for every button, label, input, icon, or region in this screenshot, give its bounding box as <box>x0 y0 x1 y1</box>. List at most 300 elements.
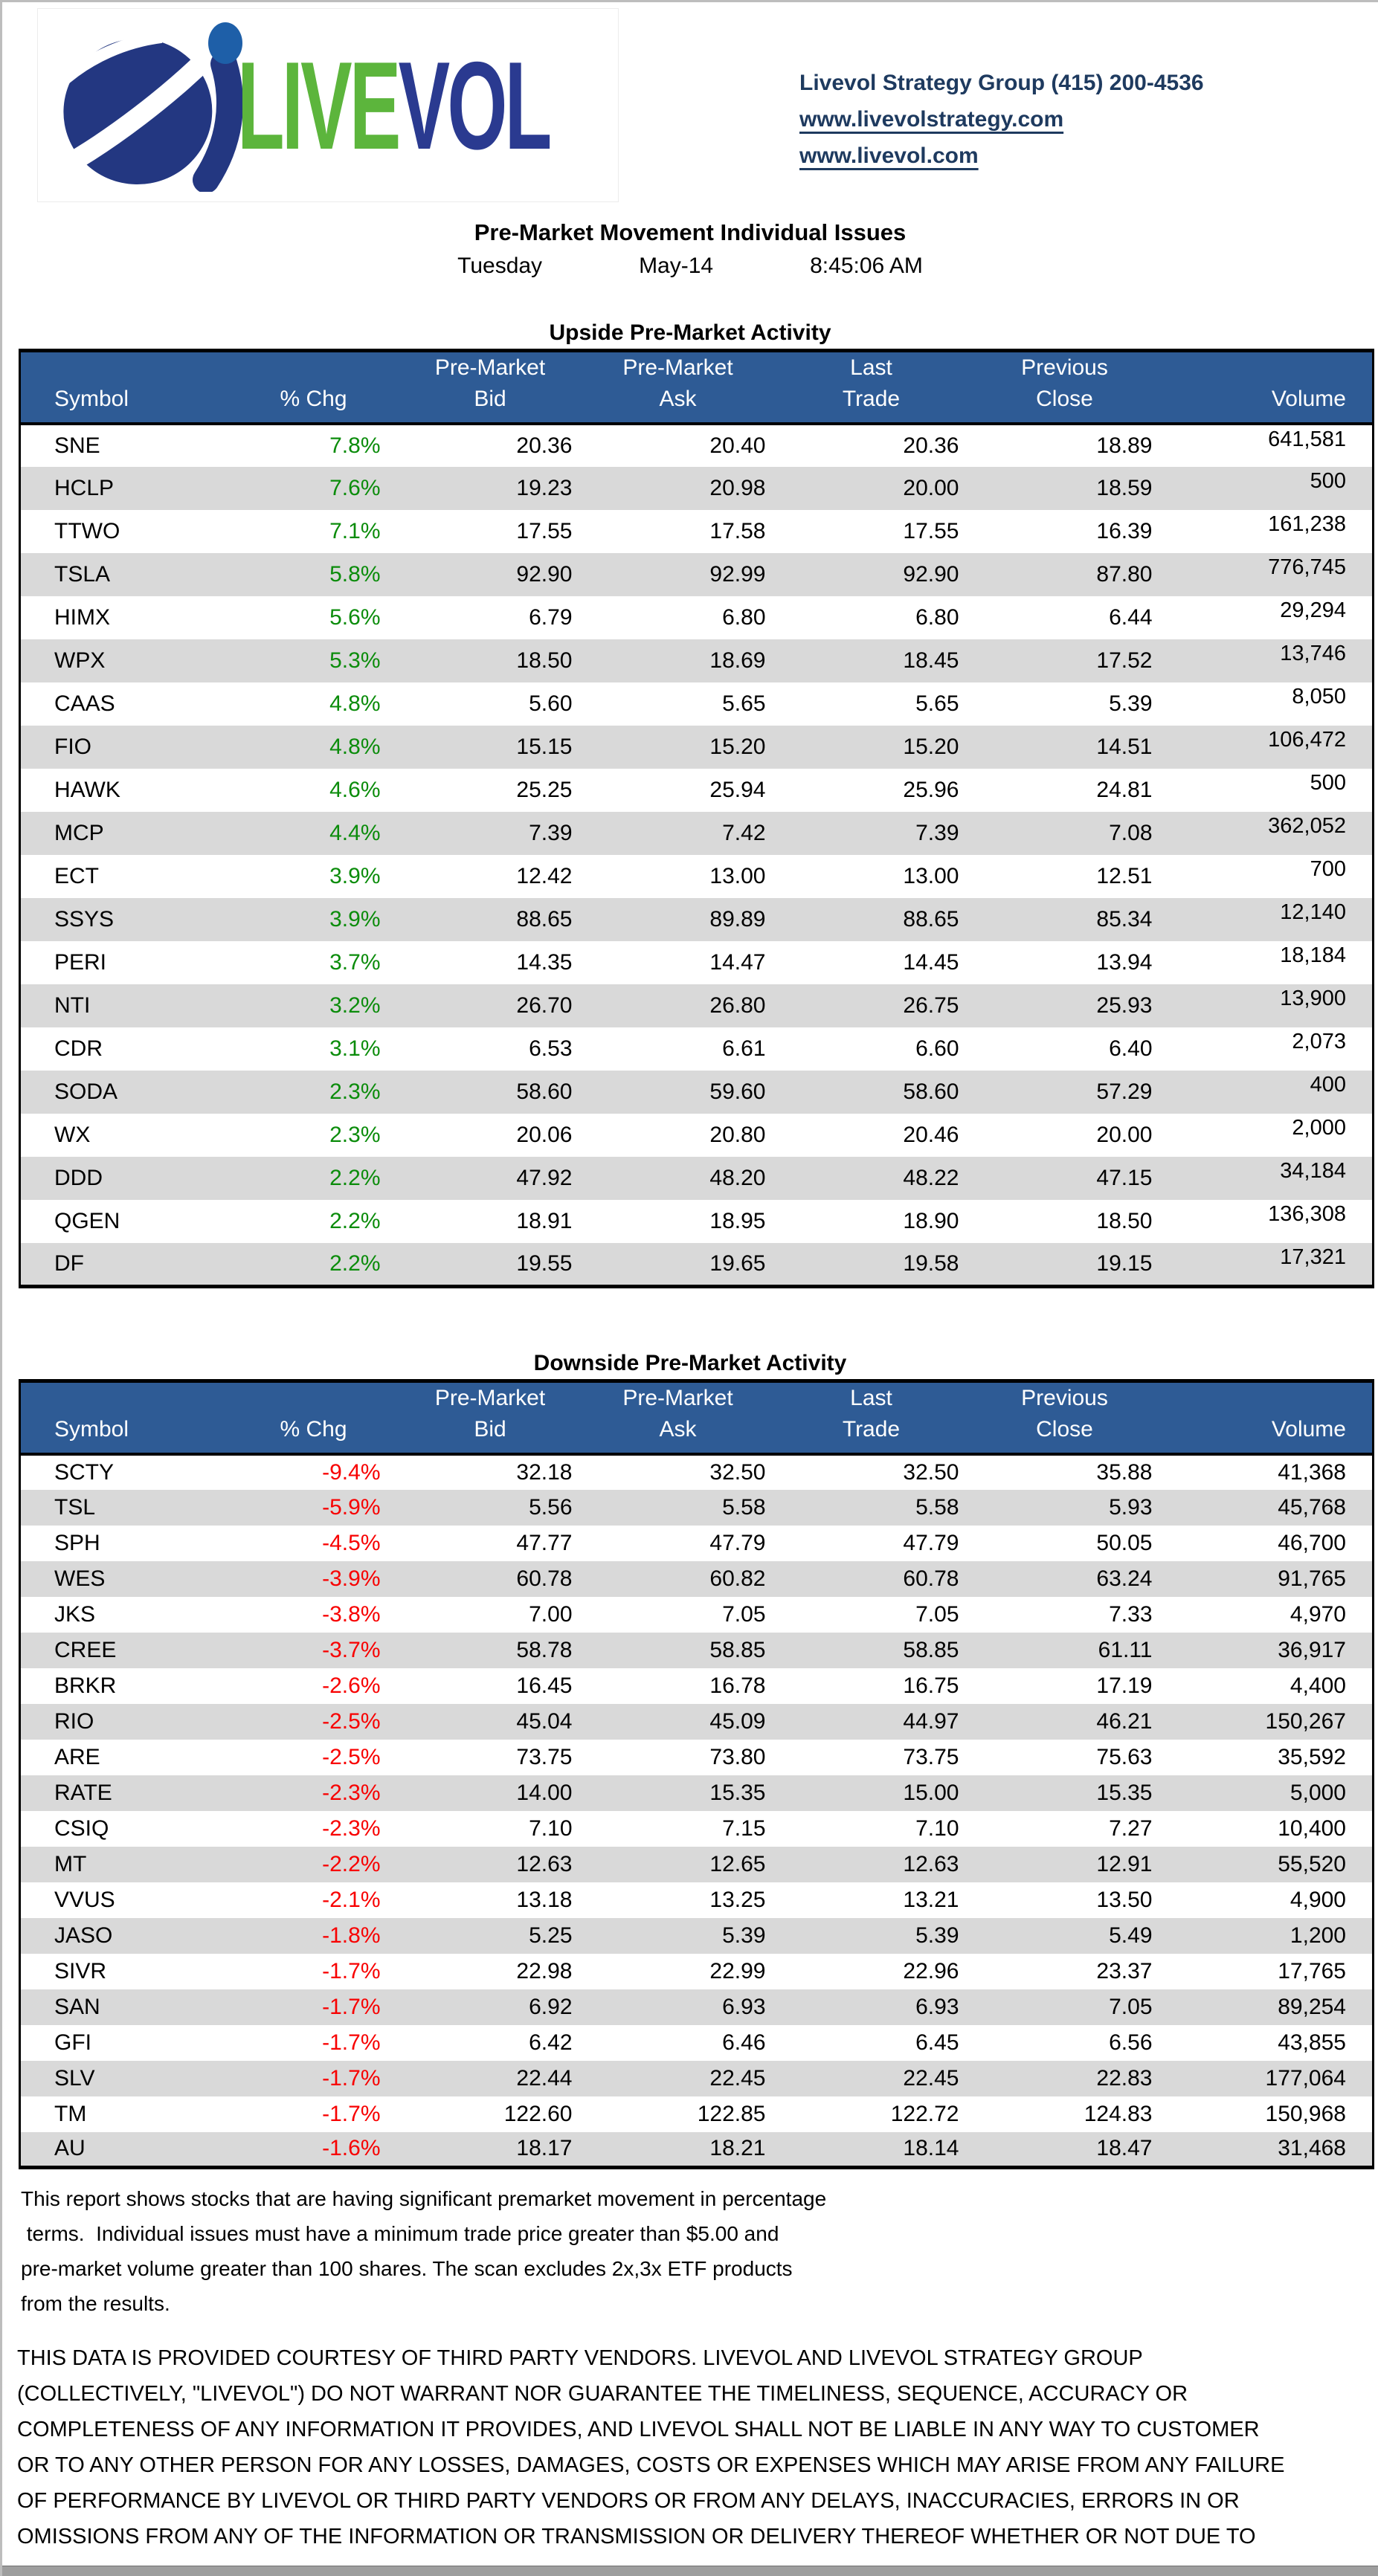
downside-table-title: Downside Pre-Market Activity <box>533 1350 847 1375</box>
bid-cell: 60.78 <box>516 1566 573 1591</box>
ask-cell: 18.95 <box>709 1209 766 1233</box>
ask-cell: 7.42 <box>722 821 766 845</box>
ask-cell: 6.61 <box>722 1036 766 1061</box>
column-header-ask: Pre-Market Ask <box>622 1385 733 1442</box>
ask-cell: 122.85 <box>697 2101 766 2126</box>
symbol-cell: QGEN <box>54 1209 120 1233</box>
chg-cell: 3.2% <box>329 993 381 1018</box>
table-row <box>20 596 1374 639</box>
ask-cell: 59.60 <box>709 1079 766 1104</box>
column-header-chg: % Chg <box>280 387 347 411</box>
report-header <box>2 2 1378 203</box>
ask-cell: 16.78 <box>709 1673 766 1698</box>
symbol-cell: HIMX <box>54 605 110 630</box>
last-cell: 6.80 <box>915 605 959 630</box>
column-header-symbol: Symbol <box>54 1416 129 1442</box>
chg-cell: -3.7% <box>322 1637 381 1662</box>
volume-cell: 500 <box>1310 469 1346 493</box>
ask-cell: 58.85 <box>709 1637 766 1662</box>
table-row <box>20 984 1374 1027</box>
column-header-bid: Pre-Market Bid <box>434 355 546 411</box>
symbol-cell: SNE <box>54 433 100 458</box>
volume-cell: 500 <box>1310 771 1346 795</box>
bid-cell: 18.50 <box>516 648 573 673</box>
table-row <box>20 1954 1374 1989</box>
symbol-cell: VVUS <box>54 1887 115 1912</box>
table-row <box>20 1668 1374 1704</box>
volume-cell: 2,000 <box>1292 1116 1346 1140</box>
volume-cell: 150,267 <box>1265 1708 1346 1734</box>
ask-cell: 7.15 <box>722 1815 766 1841</box>
table-row <box>20 726 1374 769</box>
ask-cell: 26.80 <box>709 993 766 1018</box>
ask-cell: 19.65 <box>709 1250 766 1276</box>
report-description <box>21 2181 1378 2321</box>
last-cell: 15.00 <box>903 1780 959 1805</box>
close-cell: 24.81 <box>1096 778 1153 802</box>
table-row <box>20 2061 1374 2096</box>
volume-cell: 17,321 <box>1280 1245 1346 1269</box>
volume-cell: 89,254 <box>1278 1994 1346 2019</box>
symbol-cell: ARE <box>54 1744 100 1769</box>
close-cell: 7.05 <box>1109 1994 1153 2019</box>
close-cell: 57.29 <box>1096 1079 1153 1104</box>
volume-cell: 700 <box>1310 857 1346 881</box>
last-cell: 60.78 <box>903 1566 959 1591</box>
volume-cell: 45,768 <box>1278 1494 1346 1520</box>
close-cell: 7.27 <box>1109 1815 1153 1841</box>
text-line: THIS DATA IS PROVIDED COURTESY OF THIRD PARTY VENDORS. LIVEVOL AND LIVEVOL STRATEGY GROUP <box>17 2346 1143 2370</box>
ask-cell: 18.21 <box>709 2136 766 2161</box>
bid-cell: 15.15 <box>516 735 573 759</box>
chg-cell: 2.3% <box>329 1079 381 1104</box>
bid-cell: 5.60 <box>529 691 573 716</box>
last-cell: 19.58 <box>903 1250 959 1276</box>
bid-cell: 92.90 <box>516 562 573 587</box>
bid-cell: 14.35 <box>516 950 573 975</box>
symbol-cell: SIVR <box>54 1958 107 1983</box>
volume-cell: 2,073 <box>1292 1030 1346 1053</box>
bid-cell: 7.39 <box>529 821 573 845</box>
column-header-close: Previous Close <box>1021 355 1108 411</box>
bid-cell: 19.55 <box>516 1250 573 1276</box>
chg-cell: -4.5% <box>322 1530 381 1555</box>
symbol-cell: JASO <box>54 1923 113 1948</box>
legal-disclaimer <box>17 2340 1378 2554</box>
bid-cell: 5.56 <box>529 1494 573 1520</box>
volume-cell: 13,900 <box>1280 987 1346 1010</box>
chg-cell: 4.8% <box>329 691 381 716</box>
close-cell: 63.24 <box>1096 1566 1153 1591</box>
chg-cell: -1.7% <box>322 2101 381 2126</box>
upside-section <box>2 320 1378 1288</box>
symbol-cell: GFI <box>54 2030 91 2055</box>
last-cell: 92.90 <box>903 562 959 587</box>
date-time: 8:45:06 AM <box>810 254 923 278</box>
header-row <box>20 351 1374 425</box>
last-cell: 17.55 <box>903 519 959 543</box>
volume-cell: 161,238 <box>1268 512 1346 536</box>
chg-cell: 2.2% <box>329 1166 381 1190</box>
volume-cell: 136,308 <box>1268 1202 1346 1226</box>
bid-cell: 18.91 <box>516 1209 573 1233</box>
volume-cell: 35,592 <box>1278 1744 1346 1769</box>
symbol-cell: DF <box>54 1250 84 1276</box>
volume-cell: 43,855 <box>1278 2030 1346 2055</box>
table-row <box>20 1071 1374 1114</box>
chg-cell: 2.2% <box>329 1209 381 1233</box>
bid-cell: 13.18 <box>516 1887 573 1912</box>
text-line: COMPLETENESS OF ANY INFORMATION IT PROVIDES, AND LIVEVOL SHALL NOT BE LIABLE IN ANY WAY TO CUSTOMER <box>17 2418 1260 2441</box>
table-row <box>20 424 1374 467</box>
ask-cell: 5.58 <box>722 1494 766 1520</box>
table-row <box>20 1775 1374 1811</box>
table-row <box>20 1882 1374 1918</box>
close-cell: 18.59 <box>1096 476 1153 500</box>
bid-cell: 47.92 <box>516 1166 573 1190</box>
chg-cell: 7.1% <box>329 519 381 543</box>
last-cell: 22.96 <box>903 1958 959 1983</box>
bid-cell: 18.17 <box>516 2136 573 2161</box>
downside-table <box>19 1379 1374 2170</box>
table-row <box>20 1027 1374 1071</box>
symbol-cell: SLV <box>54 2065 95 2091</box>
last-cell: 58.60 <box>903 1079 959 1104</box>
bid-cell: 25.25 <box>516 778 573 802</box>
volume-cell: 17,765 <box>1278 1958 1346 1983</box>
symbol-cell: SODA <box>54 1079 118 1104</box>
ask-cell: 20.40 <box>709 433 766 458</box>
last-cell: 32.50 <box>903 1459 959 1485</box>
ask-cell: 13.25 <box>709 1887 766 1912</box>
text-line: OF PERFORMANCE BY LIVEVOL OR THIRD PARTY VENDORS OR FROM ANY DELAYS, INACCURACIES, ERRORS IN OR <box>17 2489 1240 2513</box>
chg-cell: -2.2% <box>322 1851 381 1876</box>
close-cell: 14.51 <box>1096 735 1153 759</box>
close-cell: 5.49 <box>1109 1923 1153 1948</box>
column-header-symbol: Symbol <box>54 387 129 411</box>
symbol-cell: CDR <box>54 1036 103 1061</box>
ask-cell: 17.58 <box>709 519 766 543</box>
column-header-ask: Pre-Market Ask <box>622 355 733 411</box>
chg-cell: -2.1% <box>322 1887 381 1912</box>
close-cell: 75.63 <box>1096 1744 1153 1769</box>
symbol-cell: HAWK <box>54 778 120 802</box>
bid-cell: 88.65 <box>516 907 573 932</box>
ask-cell: 47.79 <box>709 1530 766 1555</box>
close-cell: 6.44 <box>1109 605 1153 630</box>
livevol-globe-icon <box>56 21 245 196</box>
chg-cell: 4.8% <box>329 735 381 759</box>
table-row <box>20 1597 1374 1633</box>
symbol-cell: HCLP <box>54 476 115 500</box>
livevol-wordmark <box>237 9 550 201</box>
bid-cell: 6.92 <box>529 1994 573 2019</box>
volume-cell: 8,050 <box>1292 685 1346 708</box>
chg-cell: 7.6% <box>329 476 381 500</box>
header-row <box>20 1381 1374 1454</box>
bid-cell: 58.78 <box>516 1637 573 1662</box>
bid-cell: 22.44 <box>516 2065 573 2091</box>
last-cell: 7.39 <box>915 821 959 845</box>
symbol-cell: WES <box>54 1566 106 1591</box>
column-header-volume: Volume <box>1271 1416 1346 1442</box>
close-cell: 87.80 <box>1096 562 1153 587</box>
chg-cell: 3.9% <box>329 864 381 888</box>
close-cell: 124.83 <box>1084 2101 1153 2126</box>
close-cell: 18.47 <box>1096 2136 1153 2161</box>
ask-cell: 5.39 <box>722 1923 766 1948</box>
symbol-cell: RATE <box>54 1780 112 1805</box>
symbol-cell: CSIQ <box>54 1815 109 1841</box>
text-line: This report shows stocks that are having significant premarket movement in percentage <box>21 2187 827 2210</box>
bid-cell: 20.06 <box>516 1123 573 1147</box>
text-line: pre-market volume greater than 100 shares. The scan excludes 2x,3x ETF products <box>21 2257 793 2280</box>
symbol-cell: DDD <box>54 1166 103 1190</box>
symbol-cell: SCTY <box>54 1459 115 1485</box>
close-cell: 13.50 <box>1096 1887 1153 1912</box>
ask-cell: 6.46 <box>722 2030 766 2055</box>
symbol-cell: SSYS <box>54 907 115 932</box>
bid-cell: 5.25 <box>529 1923 573 1948</box>
table-row <box>20 682 1374 726</box>
close-cell: 17.19 <box>1096 1673 1153 1698</box>
column-header-chg: % Chg <box>280 1416 347 1442</box>
ask-cell: 7.05 <box>722 1601 766 1627</box>
bid-cell: 6.42 <box>529 2030 573 2055</box>
last-cell: 88.65 <box>903 907 959 932</box>
volume-cell: 4,900 <box>1290 1887 1346 1912</box>
last-cell: 6.45 <box>915 2030 959 2055</box>
volume-cell: 46,700 <box>1278 1530 1346 1555</box>
table-row <box>20 1243 1374 1286</box>
logo-live-text: LIVE <box>237 35 399 175</box>
close-cell: 61.11 <box>1098 1637 1153 1662</box>
volume-cell: 177,064 <box>1265 2065 1346 2091</box>
ask-cell: 20.98 <box>709 476 766 500</box>
chg-cell: -5.9% <box>322 1494 381 1520</box>
contact-phone: Livevol Strategy Group (415) 200-4536 <box>799 71 1204 95</box>
ask-cell: 18.69 <box>709 648 766 673</box>
upside-table <box>19 349 1374 1288</box>
close-cell: 19.15 <box>1096 1250 1153 1276</box>
table-row <box>20 553 1374 596</box>
volume-cell: 91,765 <box>1278 1566 1346 1591</box>
last-cell: 73.75 <box>903 1744 959 1769</box>
close-cell: 15.35 <box>1096 1780 1153 1805</box>
volume-cell: 12,140 <box>1280 900 1346 924</box>
symbol-cell: RIO <box>54 1708 94 1734</box>
chg-cell: 5.6% <box>329 605 381 630</box>
table-row <box>20 1740 1374 1775</box>
close-cell: 17.52 <box>1096 648 1153 673</box>
window-bottom-edge <box>2 2566 1378 2576</box>
table-row <box>20 1157 1374 1200</box>
last-cell: 122.72 <box>890 2101 959 2126</box>
close-cell: 7.33 <box>1109 1601 1153 1627</box>
symbol-cell: CAAS <box>54 691 115 716</box>
last-cell: 5.39 <box>915 1923 959 1948</box>
table-row <box>20 1704 1374 1740</box>
last-cell: 5.65 <box>915 691 959 716</box>
column-header-last: Last Trade <box>842 355 901 411</box>
volume-cell: 4,400 <box>1290 1673 1346 1698</box>
last-cell: 13.00 <box>903 864 959 888</box>
bid-cell: 7.10 <box>529 1815 573 1841</box>
ask-cell: 20.80 <box>709 1123 766 1147</box>
ask-cell: 13.00 <box>709 864 766 888</box>
page-title: Pre-Market Movement Individual Issues <box>474 219 907 245</box>
table-row <box>20 1633 1374 1668</box>
table-row <box>20 812 1374 855</box>
table-row <box>20 2096 1374 2132</box>
table-row <box>20 1989 1374 2025</box>
last-cell: 16.75 <box>903 1673 959 1698</box>
chg-cell: 2.3% <box>329 1123 381 1147</box>
table-row <box>20 1454 1374 1490</box>
ask-cell: 22.99 <box>709 1958 766 1983</box>
volume-cell: 1,200 <box>1290 1923 1346 1948</box>
ask-cell: 45.09 <box>709 1708 766 1734</box>
last-cell: 18.45 <box>903 648 959 673</box>
chg-cell: -1.6% <box>322 2136 381 2161</box>
contact-block <box>799 65 1204 174</box>
livevol-site-link[interactable]: www.livevol.com <box>799 143 979 168</box>
symbol-cell: TSLA <box>54 562 111 587</box>
table-row <box>20 1200 1374 1243</box>
chg-cell: 2.2% <box>329 1250 381 1276</box>
bid-cell: 6.53 <box>529 1036 573 1061</box>
last-cell: 18.90 <box>903 1209 959 1233</box>
close-cell: 23.37 <box>1096 1958 1153 1983</box>
close-cell: 13.94 <box>1096 950 1153 975</box>
close-cell: 85.34 <box>1096 907 1153 932</box>
table-row <box>20 1847 1374 1882</box>
symbol-cell: JKS <box>54 1601 96 1627</box>
last-cell: 15.20 <box>903 735 959 759</box>
last-cell: 26.75 <box>903 993 959 1018</box>
table-row <box>20 2132 1374 2168</box>
volume-cell: 400 <box>1310 1073 1346 1097</box>
close-cell: 5.39 <box>1109 691 1153 716</box>
chg-cell: 3.7% <box>329 950 381 975</box>
last-cell: 20.46 <box>903 1123 959 1147</box>
ask-cell: 89.89 <box>709 907 766 932</box>
symbol-cell: WX <box>54 1123 91 1147</box>
date-value: May-14 <box>639 254 714 278</box>
bid-cell: 14.00 <box>516 1780 573 1805</box>
volume-cell: 34,184 <box>1280 1159 1346 1183</box>
chg-cell: -3.8% <box>322 1601 381 1627</box>
table-row <box>20 898 1374 941</box>
last-cell: 44.97 <box>903 1708 959 1734</box>
chg-cell: 7.8% <box>329 433 381 458</box>
table-row <box>20 1526 1374 1561</box>
livevol-logo <box>37 8 619 202</box>
ask-cell: 73.80 <box>709 1744 766 1769</box>
volume-cell: 641,581 <box>1268 427 1346 451</box>
close-cell: 18.89 <box>1096 433 1153 458</box>
last-cell: 47.79 <box>903 1530 959 1555</box>
close-cell: 7.08 <box>1109 821 1153 845</box>
last-cell: 48.22 <box>903 1166 959 1190</box>
bid-cell: 32.18 <box>516 1459 573 1485</box>
symbol-cell: FIO <box>54 735 91 759</box>
last-cell: 58.85 <box>903 1637 959 1662</box>
chg-cell: -1.7% <box>322 2030 381 2055</box>
volume-cell: 41,368 <box>1278 1459 1346 1485</box>
volume-cell: 29,294 <box>1280 598 1346 622</box>
chg-cell: 4.6% <box>329 778 381 802</box>
close-cell: 12.51 <box>1096 864 1153 888</box>
bid-cell: 58.60 <box>516 1079 573 1104</box>
chg-cell: -3.9% <box>322 1566 381 1591</box>
chg-cell: -2.6% <box>322 1673 381 1698</box>
column-header-volume: Volume <box>1271 387 1346 411</box>
strategy-site-link[interactable]: www.livevolstrategy.com <box>799 107 1064 132</box>
table-row <box>20 1918 1374 1954</box>
bid-cell: 26.70 <box>516 993 573 1018</box>
close-cell: 6.56 <box>1109 2030 1153 2055</box>
ask-cell: 15.20 <box>709 735 766 759</box>
bid-cell: 22.98 <box>516 1958 573 1983</box>
column-header-close: Previous Close <box>1021 1385 1108 1442</box>
chg-cell: -2.3% <box>322 1780 381 1805</box>
chg-cell: 5.3% <box>329 648 381 673</box>
last-cell: 5.58 <box>915 1494 959 1520</box>
text-line: OR TO ANY OTHER PERSON FOR ANY LOSSES, DAMAGES, COSTS OR EXPENSES WHICH MAY ARISE FROM ANY FAILURE <box>17 2453 1285 2477</box>
chg-cell: -2.3% <box>322 1815 381 1841</box>
text-line: from the results. <box>21 2292 170 2315</box>
chg-cell: -1.8% <box>322 1923 381 1948</box>
volume-cell: 18,184 <box>1280 943 1346 967</box>
bid-cell: 12.63 <box>516 1851 573 1876</box>
last-cell: 14.45 <box>903 950 959 975</box>
chg-cell: -2.5% <box>322 1708 381 1734</box>
ask-cell: 14.47 <box>709 950 766 975</box>
close-cell: 5.93 <box>1109 1494 1153 1520</box>
table-row <box>20 1561 1374 1597</box>
chg-cell: 3.1% <box>329 1036 381 1061</box>
table-row <box>20 467 1374 510</box>
symbol-cell: TTWO <box>54 519 120 543</box>
symbol-cell: TM <box>54 2101 87 2126</box>
chg-cell: -9.4% <box>322 1459 381 1485</box>
symbol-cell: PERI <box>54 950 107 975</box>
volume-cell: 362,052 <box>1268 814 1346 838</box>
symbol-cell: TSL <box>54 1494 96 1520</box>
last-cell: 7.05 <box>915 1601 959 1627</box>
volume-cell: 776,745 <box>1268 555 1346 579</box>
ask-cell: 25.94 <box>709 778 766 802</box>
bid-cell: 47.77 <box>516 1530 573 1555</box>
bid-cell: 20.36 <box>516 433 573 458</box>
bid-cell: 16.45 <box>516 1673 573 1698</box>
text-line: OMISSIONS FROM ANY OF THE INFORMATION OR TRANSMISSION OR DELIVERY THEREOF WHETHER OR NOT DUE TO <box>17 2525 1256 2548</box>
close-cell: 20.00 <box>1096 1123 1153 1147</box>
close-cell: 18.50 <box>1096 1209 1153 1233</box>
chg-cell: -1.7% <box>322 2065 381 2091</box>
table-row <box>20 639 1374 682</box>
date-day: Tuesday <box>457 254 543 278</box>
symbol-cell: BRKR <box>54 1673 117 1698</box>
close-cell: 6.40 <box>1109 1036 1153 1061</box>
downside-section <box>2 1351 1378 2170</box>
volume-cell: 5,000 <box>1290 1780 1346 1805</box>
volume-cell: 13,746 <box>1280 642 1346 665</box>
close-cell: 35.88 <box>1096 1459 1153 1485</box>
column-header-bid: Pre-Market Bid <box>434 1385 546 1442</box>
ask-cell: 6.80 <box>722 605 766 630</box>
